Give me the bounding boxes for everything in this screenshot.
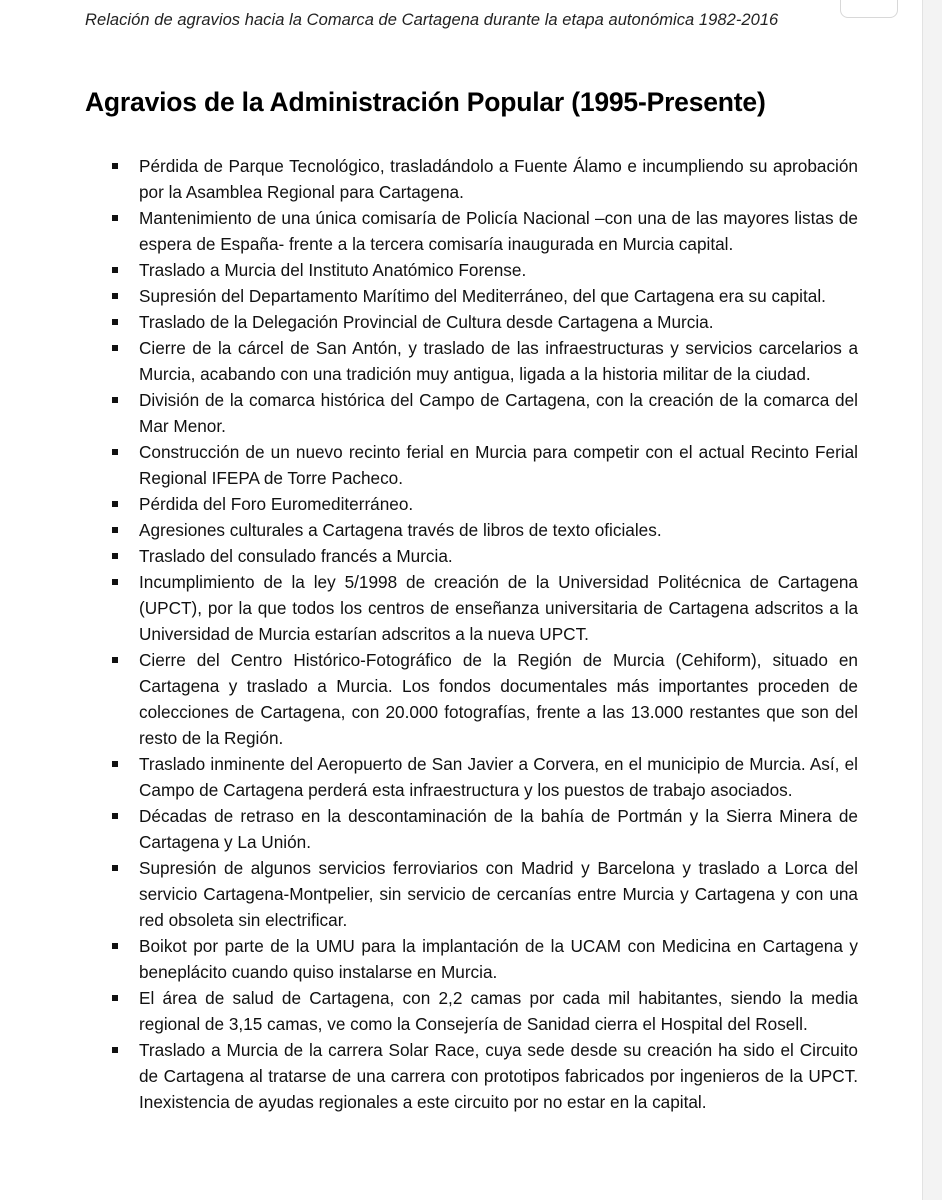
bullet-square-icon — [112, 449, 118, 455]
list-item-text: Cierre de la cárcel de San Antón, y traslado de las infraestructuras y servicios carcelarios a Murcia, acabando con una tradición muy antigua, ligada a la historia militar de la ciudad. — [139, 338, 858, 384]
list-item-text: Pérdida del Foro Euromediterráneo. — [139, 494, 414, 514]
bullet-square-icon — [112, 163, 118, 169]
list-item — [112, 205, 858, 257]
list-item — [112, 517, 858, 543]
list-item — [112, 309, 858, 335]
list-item-text: El área de salud de Cartagena, con 2,2 camas por cada mil habitantes, siendo la media regional de 3,15 camas, ve como la Consejería de Sanidad cierra el Hospital del Rosell. — [139, 988, 858, 1034]
bullet-square-icon — [112, 553, 118, 559]
bullet-square-icon — [112, 501, 118, 507]
bullet-square-icon — [112, 579, 118, 585]
bullet-square-icon — [112, 293, 118, 299]
list-item — [112, 933, 858, 985]
list-item — [112, 803, 858, 855]
list-item — [112, 647, 858, 751]
list-item — [112, 543, 858, 569]
list-item — [112, 569, 858, 647]
list-item-text: Boikot por parte de la UMU para la implantación de la UCAM con Medicina en Cartagena y beneplácito cuando quiso instalarse en Murcia. — [139, 936, 858, 982]
list-item-text: Traslado a Murcia del Instituto Anatómico Forense. — [139, 260, 527, 280]
list-item — [112, 257, 858, 283]
list-item-text: Traslado a Murcia de la carrera Solar Race, cuya sede desde su creación ha sido el Circuito de Cartagena al tratarse de una carrera con prototipos fabricados por ingenieros de la UPCT. Inexistencia de ayudas regionales a este circuito por no estar en la capital. — [139, 1040, 858, 1112]
list-item — [112, 985, 858, 1037]
bullet-square-icon — [112, 319, 118, 325]
list-item — [112, 751, 858, 803]
list-item-text: Supresión del Departamento Marítimo del Mediterráneo, del que Cartagena era su capital. — [139, 286, 826, 306]
grievance-list — [112, 153, 858, 1115]
bullet-square-icon — [112, 813, 118, 819]
bullet-square-icon — [112, 657, 118, 663]
list-item — [112, 491, 858, 517]
bullet-square-icon — [112, 865, 118, 871]
list-item-text: Traslado inminente del Aeropuerto de San Javier a Corvera, en el municipio de Murcia. Así, el Campo de Cartagena perderá esta infraestructura y los puestos de trabajo asociados. — [139, 754, 858, 800]
bullet-square-icon — [112, 527, 118, 533]
running-header: Relación de agravios hacia la Comarca de Cartagena durante la etapa autonómica 1982-2016 — [85, 11, 779, 29]
bullet-square-icon — [112, 397, 118, 403]
list-item-text: Incumplimiento de la ley 5/1998 de creación de la Universidad Politécnica de Cartagena (UPCT), por la que todos los centros de enseñanza universitaria de Cartagena adscritos a la Universidad de Murcia estarían adscritos a la nueva UPCT. — [139, 572, 858, 644]
list-item — [112, 153, 858, 205]
list-item-text: Cierre del Centro Histórico-Fotográfico de la Región de Murcia (Cehiform), situado en Cartagena y traslado a Murcia. Los fondos documentales más importantes proceden de colecciones de Cartagena, con 20.000 fotografías, frente a las 13.000 restantes que son del resto de la Región. — [139, 650, 858, 748]
list-item — [112, 439, 858, 491]
list-item — [112, 855, 858, 933]
list-item-text: Construcción de un nuevo recinto ferial en Murcia para competir con el actual Recinto Ferial Regional IFEPA de Torre Pacheco. — [139, 442, 858, 488]
bullet-square-icon — [112, 761, 118, 767]
bullet-square-icon — [112, 943, 118, 949]
list-item-text: Décadas de retraso en la descontaminación de la bahía de Portmán y la Sierra Minera de Cartagena y La Unión. — [139, 806, 858, 852]
bullet-square-icon — [112, 995, 118, 1001]
list-item — [112, 1037, 858, 1115]
list-item-text: Traslado de la Delegación Provincial de Cultura desde Cartagena a Murcia. — [139, 312, 714, 332]
bullet-square-icon — [112, 1047, 118, 1053]
list-item-text: Mantenimiento de una única comisaría de Policía Nacional –con una de las mayores listas de espera de España- frente a la tercera comisaría inaugurada en Murcia capital. — [139, 208, 858, 254]
list-item-text: Traslado del consulado francés a Murcia. — [139, 546, 453, 566]
list-item — [112, 335, 858, 387]
list-item-text: División de la comarca histórica del Campo de Cartagena, con la creación de la comarca del Mar Menor. — [139, 390, 858, 436]
list-item-text: Agresiones culturales a Cartagena través de libros de texto oficiales. — [139, 520, 662, 540]
bullet-square-icon — [112, 215, 118, 221]
section-title: Agravios de la Administración Popular (1995-Presente) — [85, 87, 766, 117]
list-item-text: Supresión de algunos servicios ferroviarios con Madrid y Barcelona y traslado a Lorca del servicio Cartagena-Montpelier, sin servicio de cercanías entre Murcia y Cartagena y con una red obsoleta sin electrificar. — [139, 858, 858, 930]
bullet-square-icon — [112, 345, 118, 351]
list-item — [112, 283, 858, 309]
list-item — [112, 387, 858, 439]
bullet-square-icon — [112, 267, 118, 273]
list-item-text: Pérdida de Parque Tecnológico, trasladándolo a Fuente Álamo e incumpliendo su aprobación por la Asamblea Regional para Cartagena. — [139, 156, 858, 202]
